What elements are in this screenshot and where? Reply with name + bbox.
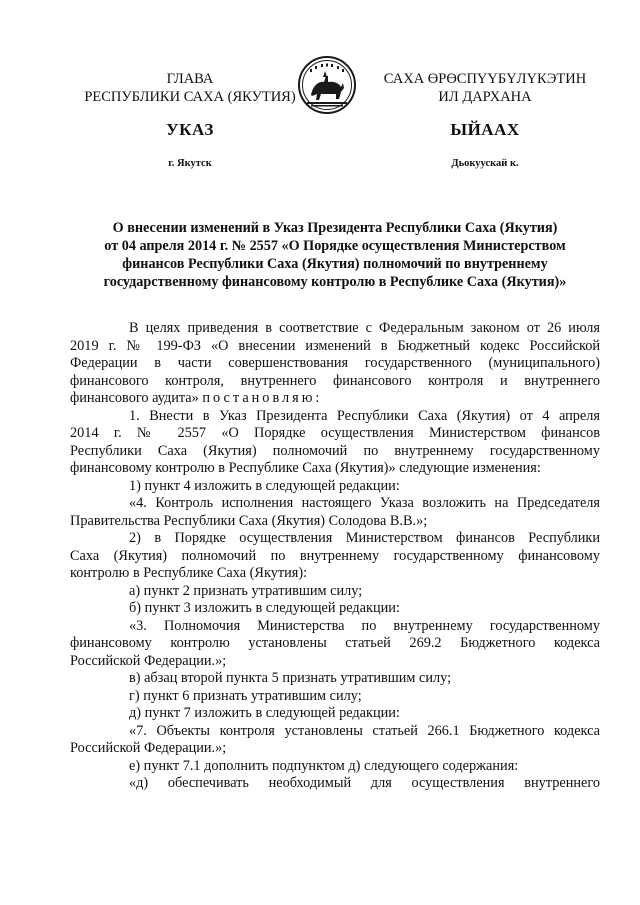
body-line: В целях приведения в соответствие с Федеральным законом от 26 июля xyxy=(129,320,600,336)
body-line: Правительства Республики Саха (Якутия) Солодова В.В.»; xyxy=(70,512,428,529)
body-line: 2014 г. № 2557 «О Порядке осуществления Министерством финансов xyxy=(70,425,600,441)
body-line: д) пункт 7 изложить в следующей редакции: xyxy=(129,705,400,721)
body-line: «7. Объекты контроля установлены статьей 266.1 Бюджетного кодекса xyxy=(129,722,600,739)
body-line xyxy=(70,390,600,408)
title-line: финансов Республики Саха (Якутия) полномочий по внутреннему xyxy=(122,256,548,272)
body-line: б) пункт 3 изложить в следующей редакции: xyxy=(129,600,400,616)
body-line: контролю в Республике Саха (Якутия): xyxy=(70,565,308,581)
header-right xyxy=(370,70,600,106)
body-line: финансового контроля, внутреннего финансового контроля и внутреннего xyxy=(70,372,600,389)
postanovlyayu-word: постановляю: xyxy=(202,390,323,406)
body-line: е) пункт 7.1 дополнить подпунктом д) следующего содержания: xyxy=(129,757,519,774)
header-left-line2: РЕСПУБЛИКИ САХА (ЯКУТИЯ) xyxy=(84,89,296,105)
body-line: «д) обеспечивать необходимый для осуществления внутреннего xyxy=(129,775,600,791)
body-line: финансовому контролю в Республике Саха (Якутия)» следующие изменения: xyxy=(70,460,541,476)
decree-body xyxy=(70,320,600,793)
doc-type-sakha: ЫЙААХ xyxy=(450,120,520,139)
body-line: «4. Контроль исполнения настоящего Указа возложить на Председателя xyxy=(129,495,600,511)
body-line: в) абзац второй пункта 5 признать утратившим силу; xyxy=(129,670,452,686)
body-line: 2) в Порядке осуществления Министерством финансов Республики xyxy=(129,530,600,546)
body-line: 2019 г. № 199-ФЗ «О внесении изменений в Бюджетный кодекс Российской xyxy=(70,337,600,354)
body-line: «3. Полномочия Министерства по внутреннему государственному xyxy=(129,617,600,634)
body-line: Российской Федерации.»; xyxy=(70,740,227,756)
body-line: г) пункт 6 признать утратившим силу; xyxy=(129,687,362,704)
body-line: Федерации в части совершенствования государственного (муниципального) xyxy=(70,355,600,371)
header-left-line1: ГЛАВА xyxy=(166,71,214,87)
city-russian: г. Якутск xyxy=(168,158,212,169)
title-line: от 04 апреля 2014 г. № 2557 «О Порядке осуществления Министерством xyxy=(104,238,566,254)
body-line: 1) пункт 4 изложить в следующей редакции: xyxy=(129,477,400,494)
header-left xyxy=(70,70,310,106)
city-sakha: Дьокуускай к. xyxy=(451,158,519,169)
title-line: государственному финансовому контролю в Республике Саха (Якутия)» xyxy=(103,274,567,290)
body-line: 1. Внести в Указ Президента Республики Саха (Якутия) от 4 апреля xyxy=(129,407,600,424)
header-right-line1: САХА ӨРӨСПҮҮБҮЛҮКЭТИН xyxy=(383,71,587,87)
body-line: Российской Федерации.»; xyxy=(70,652,227,669)
body-line: Республики Саха (Якутия) полномочий по внутреннему государственному xyxy=(70,442,600,459)
body-text: финансового аудита» xyxy=(70,390,199,406)
doc-type-russian: УКАЗ xyxy=(166,120,214,139)
body-line: а) пункт 2 признать утратившим силу; xyxy=(129,582,363,599)
body-line: Саха (Якутия) полномочий по внутреннему государственному финансовому xyxy=(70,547,600,564)
decree-title xyxy=(70,219,600,291)
body-line: финансовому контролю установлены статьей 269.2 Бюджетного кодекса xyxy=(70,635,600,651)
header-right-line2: ИЛ ДАРХАНА xyxy=(438,89,532,105)
sakha-coat-of-arms-icon xyxy=(297,55,357,115)
title-line: О внесении изменений в Указ Президента Республики Саха (Якутия) xyxy=(112,220,558,236)
